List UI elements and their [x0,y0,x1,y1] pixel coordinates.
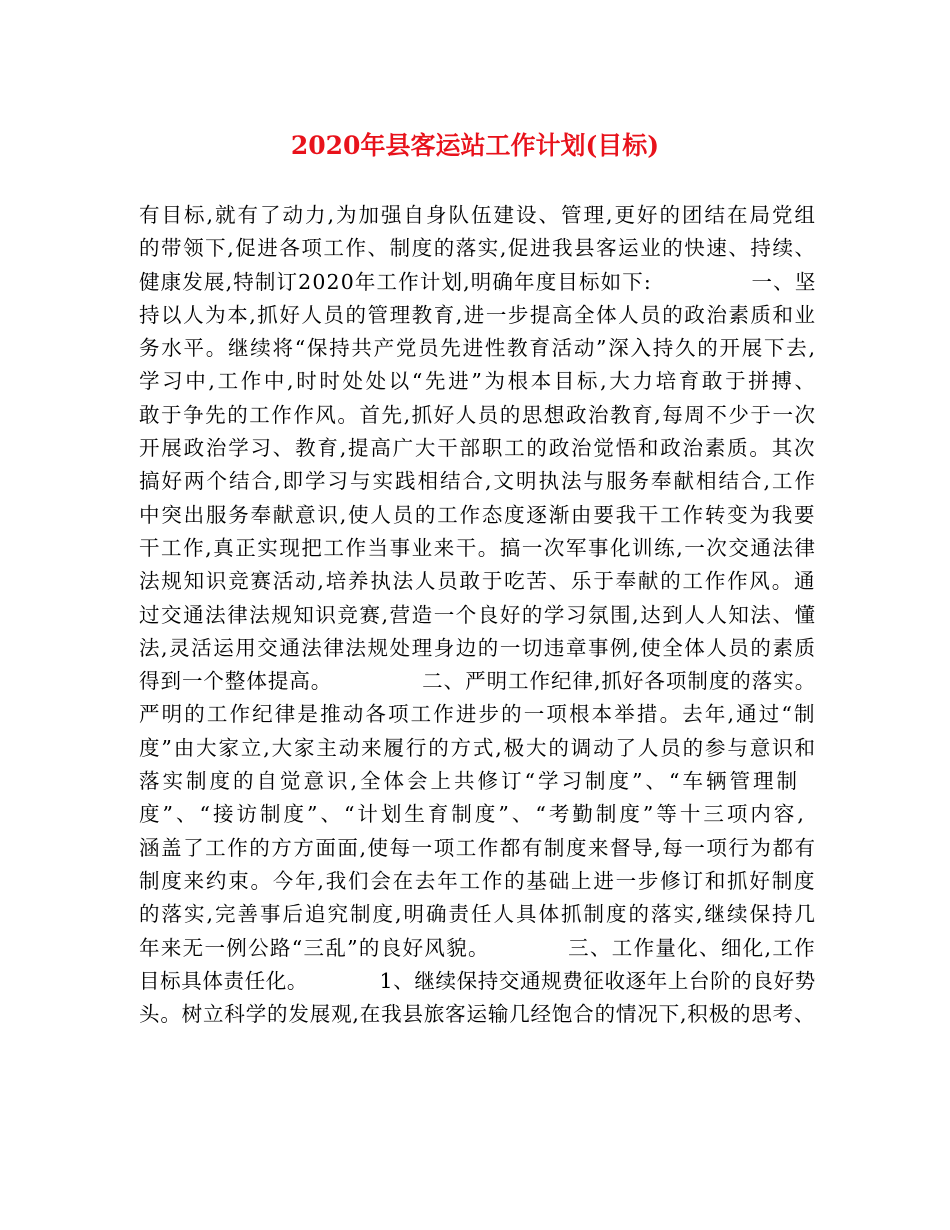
body-line: 制度来约束。今年,我们会在去年工作的基础上进一步修订和抓好制度 [139,868,817,893]
body-line: 严明的工作纪律是推动各项工作进步的一项根本举措。去年,通过“制 [139,702,817,727]
body-line: 持以人为本,抓好人员的管理教育,进一步提高全体人员的政治素质和业 [139,302,817,327]
body-line: 健康发展,特制订2020年工作计划,明确年度目标如下: 一、坚 [139,269,817,294]
body-line: 落实制度的自觉意识,全体会上共修订“学习制度”、“车辆管理制 [139,769,800,794]
body-line: 学习中,工作中,时时处处以“先进”为根本目标,大力培育敢于拼搏、 [139,369,818,394]
document-body [139,199,818,1031]
body-line: 得到一个整体提高。 二、严明工作纪律,抓好各项制度的落实。 [139,669,817,694]
body-line: 过交通法律法规知识竞赛,营造一个良好的学习氛围,达到人人知法、懂 [139,602,817,627]
body-line: 度”、“接访制度”、“计划生育制度”、“考勤制度”等十三项内容, [139,802,807,827]
body-line: 有目标,就有了动力,为加强自身队伍建设、管理,更好的团结在局党组 [139,203,818,227]
document-title: 2020年县客运站工作计划(目标) [290,131,660,160]
body-line: 干工作,真正实现把工作当事业来干。搞一次军事化训练,一次交通法律 [139,535,817,560]
body-line: 度”由大家立,大家主动来履行的方式,极大的调动了人员的参与意识和 [139,735,817,760]
body-line: 法规知识竞赛活动,培养执法人员敢于吃苦、乐于奉献的工作作风。通 [139,569,817,594]
body-line: 目标具体责任化。 1、继续保持交通规费征收逐年上台阶的良好势 [139,968,816,993]
body-line: 年来无一例公路“三乱”的良好风貌。 三、工作量化、细化,工作 [139,935,816,960]
body-line: 头。树立科学的发展观,在我县旅客运输几经饱合的情况下,积极的思考、 [139,1002,816,1027]
body-line: 敢于争先的工作作风。首先,抓好人员的思想政治教育,每周不少于一次 [139,402,817,427]
body-line: 的带领下,促进各项工作、制度的落实,促进我县客运业的快速、持续、 [139,236,817,261]
body-line: 法,灵活运用交通法律法规处理身边的一切违章事例,使全体人员的素质 [139,635,817,660]
body-line: 务水平。继续将“保持共产党员先进性教育活动”深入持久的开展下去, [139,336,817,361]
body-line: 搞好两个结合,即学习与实践相结合,文明执法与服务奉献相结合,工作 [139,469,818,494]
body-line: 涵盖了工作的方方面面,使每一项工作都有制度来督导,每一项行为都有 [139,835,817,860]
body-line: 中突出服务奉献意识,使人员的工作态度逐渐由要我干工作转变为我要 [139,502,817,527]
body-line: 开展政治学习、教育,提高广大干部职工的政治觉悟和政治素质。其次 [139,436,817,461]
body-line: 的落实,完善事后追究制度,明确责任人具体抓制度的落实,继续保持几 [139,902,818,927]
